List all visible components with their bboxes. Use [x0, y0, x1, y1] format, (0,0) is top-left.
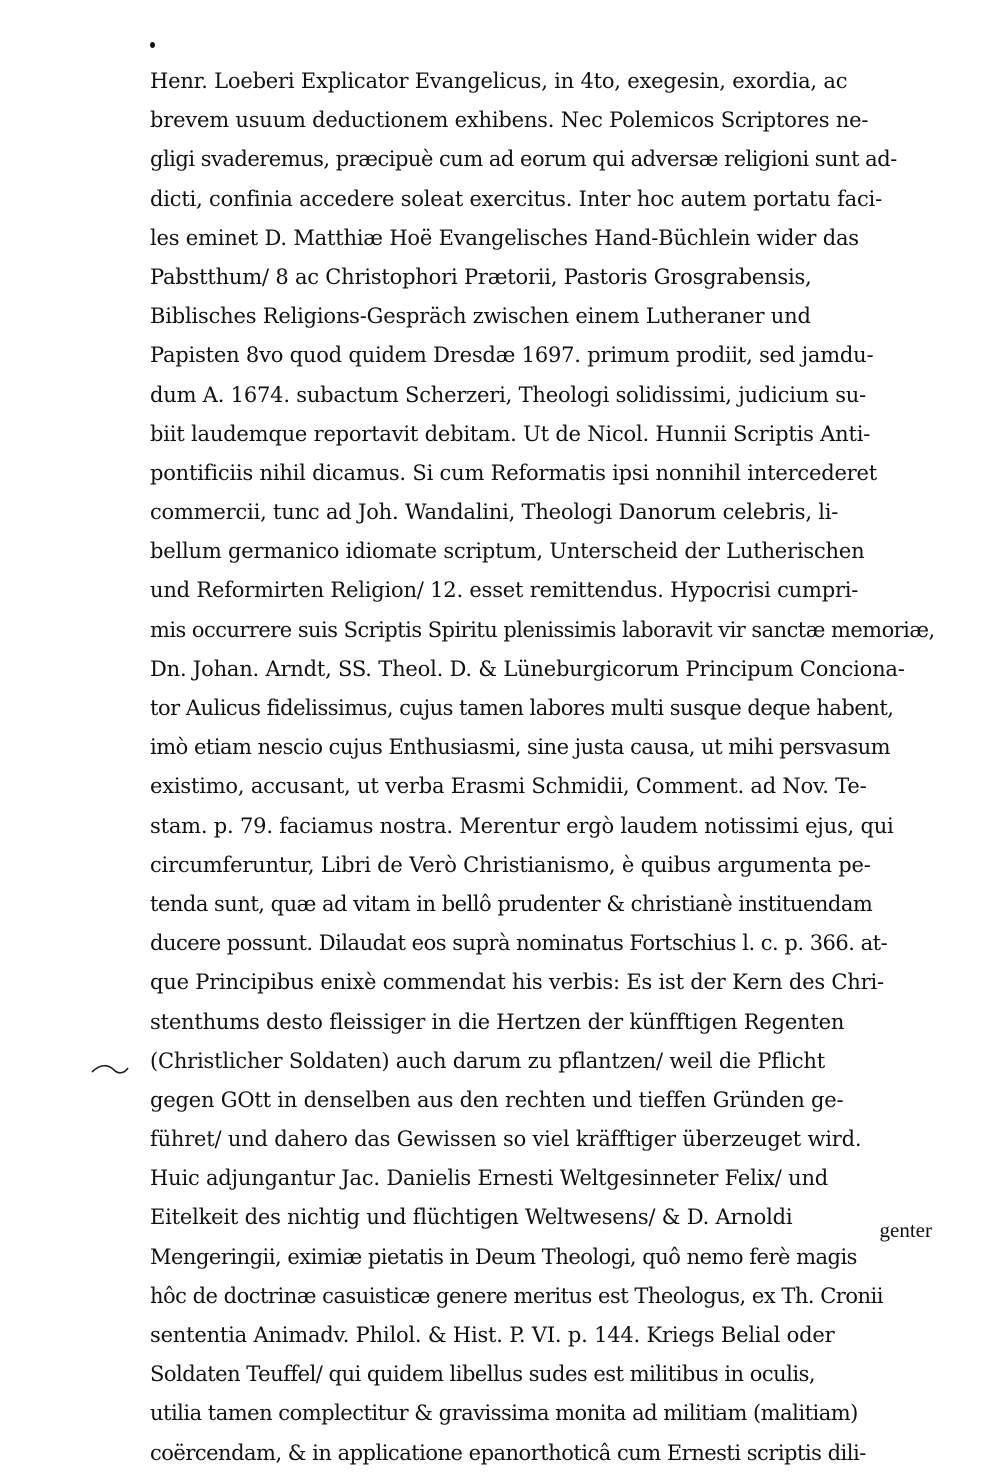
text-line: utilia tamen complectitur & gravissima monita ad militiam (malitiam)	[150, 1401, 858, 1426]
text-line: tenda sunt, quæ ad vitam in bellô prudenter & christianè instituendam	[150, 891, 873, 916]
ink-dot	[150, 42, 155, 48]
text-line: sententia Animadv. Philol. & Hist. P. VI. p. 144. Kriegs Belial oder	[150, 1323, 835, 1347]
catchword: genter	[879, 1218, 932, 1242]
text-line: Biblisches Religions-Gespräch zwischen einem Lutheraner und	[150, 304, 811, 329]
text-line: commercii, tunc ad Joh. Wandalini, Theologi Danorum celebris, li-	[150, 500, 839, 525]
margin-pen-mark	[90, 1060, 130, 1078]
text-line: imò etiam nescio cujus Enthusiasmi, sine justa causa, ut mihi persvasum	[150, 735, 891, 760]
text-line: Henr. Loeberi Explicator Evangelicus, in 4to, exegesin, exordia, ac	[150, 69, 848, 93]
text-line: pontificiis nihil dicamus. Si cum Reformatis ipsi nonnihil intercederet	[150, 460, 877, 485]
text-line: bellum germanico idiomate scriptum, Unterscheid der Lutherischen	[150, 539, 865, 564]
text-line: mis occurrere suis Scriptis Spiritu plenissimis laboravit vir sanctæ memoriæ,	[150, 617, 935, 642]
text-line: Soldaten Teuffel/ qui quidem libellus sudes est militibus in oculis,	[150, 1362, 816, 1387]
text-line: brevem usuum deductionem exhibens. Nec Polemicos Scriptores ne-	[150, 108, 869, 133]
text-line: und Reformirten Religion/ 12. esset remittendus. Hypocrisi cumpri-	[150, 578, 859, 603]
text-line: gligi svaderemus, præcipuè cum ad eorum qui adversæ religioni sunt ad-	[150, 147, 897, 172]
text-line: Huic adjungantur Jac. Danielis Ernesti Weltgesinneter Felix/ und	[150, 1166, 829, 1191]
text-line: Papisten 8vo quod quidem Dresdæ 1697. primum prodiit, sed jamdu-	[150, 343, 874, 368]
main-text	[150, 62, 935, 1473]
text-line: circumferuntur, Libri de Verò Christianismo, è quibus argumenta pe-	[150, 852, 871, 877]
text-line: tor Aulicus fidelissimus, cujus tamen labores multi susque deque habent,	[150, 696, 894, 720]
text-line: Pabstthum/ 8 ac Christophori Prætorii, Pastoris Grosgrabensis,	[150, 264, 812, 289]
text-line: existimo, accusant, ut verba Erasmi Schmidii, Comment. ad Nov. Te-	[150, 774, 867, 799]
text-line: Eitelkeit des nichtig und flüchtigen Weltwesens/ & D. Arnoldi	[150, 1205, 793, 1230]
text-line: que Principibus enixè commendat his verbis: Es ist der Kern des Chri-	[150, 970, 884, 995]
text-line: Mengeringii, eximiæ pietatis in Deum Theologi, quô nemo ferè magis	[150, 1244, 857, 1269]
text-line: stam. p. 79. faciamus nostra. Merentur ergò laudem notissimi ejus, qui	[150, 813, 894, 838]
text-line: (Christlicher Soldaten) auch darum zu pflantzen/ weil die Pflicht	[150, 1048, 825, 1073]
text-line: biit laudemque reportavit debitam. Ut de Nicol. Hunnii Scriptis Anti-	[150, 421, 871, 446]
text-line: dicti, confinia accedere soleat exercitus. Inter hoc autem portatu faci-	[150, 186, 882, 211]
text-line: gegen GOtt in denselben aus den rechten und tieffen Gründen ge-	[150, 1087, 844, 1112]
text-line: ducere possunt. Dilaudat eos suprà nominatus Fortschius l. c. p. 366. at-	[150, 931, 888, 956]
text-line: führet/ und dahero das Gewissen so viel kräfftiger überzeuget wird.	[150, 1127, 862, 1152]
text-line: stenthums desto fleissiger in die Hertzen der künfftigen Regenten	[150, 1009, 845, 1034]
text-line: dum A. 1674. subactum Scherzeri, Theologi solidissimi, judicium su-	[150, 382, 867, 407]
text-line: Dn. Johan. Arndt, SS. Theol. D. & Lüneburgicorum Principum Concionа-	[150, 656, 905, 681]
text-line: hôc de doctrinæ casuisticæ genere meritus est Theologus, ex Th. Cronii	[150, 1283, 883, 1308]
text-line: coërcendam, & in applicatione epanorthoticâ cum Ernesti scriptis dili-	[150, 1440, 866, 1465]
text-line: les eminet D. Matthiæ Hoë Evangelisches Hand-Büchlein wider das	[150, 225, 859, 250]
